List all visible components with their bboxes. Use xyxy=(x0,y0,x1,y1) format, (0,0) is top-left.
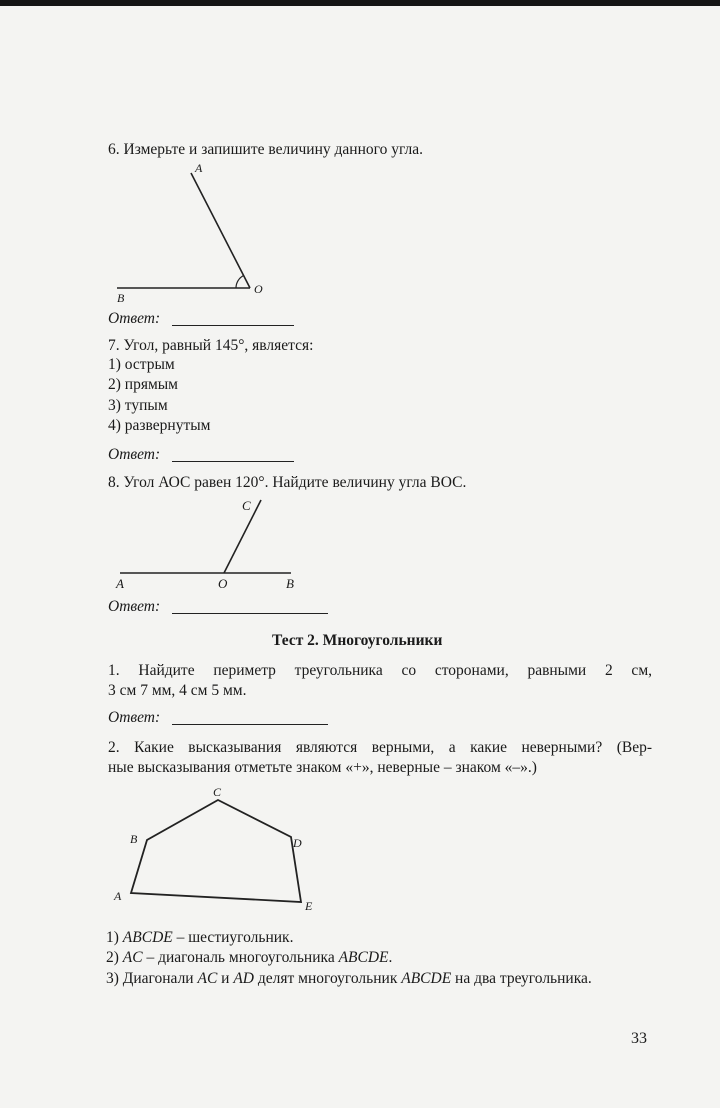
test2-q1-line2: 3 см 7 мм, 4 см 5 мм. xyxy=(108,682,247,699)
q7-option: 4) развернутым xyxy=(108,417,211,434)
pentagon-label-e: E xyxy=(305,899,313,913)
q6-answer-label: Ответ: xyxy=(108,310,161,327)
page-number: 33 xyxy=(631,1030,647,1047)
pentagon-label-d: D xyxy=(293,836,302,850)
q7-answer-label: Ответ: xyxy=(108,446,161,463)
q7-option: 3) тупым xyxy=(108,397,168,414)
q7-option: 1) острым xyxy=(108,356,175,373)
q7-option: 2) прямым xyxy=(108,376,178,393)
pentagon-figure xyxy=(100,780,340,920)
q8-label-b: B xyxy=(286,576,294,591)
q6-label-a: A xyxy=(195,161,203,175)
pentagon-label-a: A xyxy=(114,889,122,903)
test2-q1-answer-field[interactable] xyxy=(172,724,328,725)
test2-q1-line1: 1. Найдите периметр треугольника со сторонами, равными 2 см, xyxy=(108,662,652,679)
test2-q1-answer-label: Ответ: xyxy=(108,709,161,726)
test2-q2-line1: 2. Какие высказывания являются верными, а какие неверными? (Вер- xyxy=(108,739,652,756)
statement-3: 3) Диагонали AC и AD делят многоугольник ABCDE на два треугольника. xyxy=(106,970,592,987)
pentagon-label-b: B xyxy=(130,832,138,846)
q6-ray-oa xyxy=(191,173,250,288)
q8-label-c: C xyxy=(242,498,251,513)
test2-title: Тест 2. Многоугольники xyxy=(272,632,443,649)
q6-label-o: O xyxy=(254,282,263,296)
q8-text: 8. Угол АОС равен 120°. Найдите величину угла ВОС. xyxy=(108,474,467,491)
q8-answer-label: Ответ: xyxy=(108,598,161,615)
statement-2: 2) AC – диагональ многоугольника ABCDE. xyxy=(106,949,393,966)
q7-text: 7. Угол, равный 145°, является: xyxy=(108,337,314,354)
q6-text: 6. Измерьте и запишите величину данного угла. xyxy=(108,141,424,158)
q6-answer-field[interactable] xyxy=(172,325,294,326)
statement-1: 1) ABCDE – шестиугольник. xyxy=(106,929,294,946)
q8-answer-field[interactable] xyxy=(172,613,328,614)
q8-label-o: O xyxy=(218,576,228,591)
test2-q2-line2: ные высказывания отметьте знаком «+», неверные – знаком «–».) xyxy=(108,759,537,776)
q6-angle-arc xyxy=(236,276,244,289)
pentagon-abcde xyxy=(131,800,301,902)
pentagon-label-c: C xyxy=(213,785,222,799)
q8-angle-figure xyxy=(108,492,308,592)
q8-label-a: A xyxy=(116,576,124,591)
q6-label-b: B xyxy=(117,291,125,305)
q7-answer-field[interactable] xyxy=(172,461,294,462)
q6-angle-figure xyxy=(100,155,280,305)
scan-top-border xyxy=(0,0,720,6)
